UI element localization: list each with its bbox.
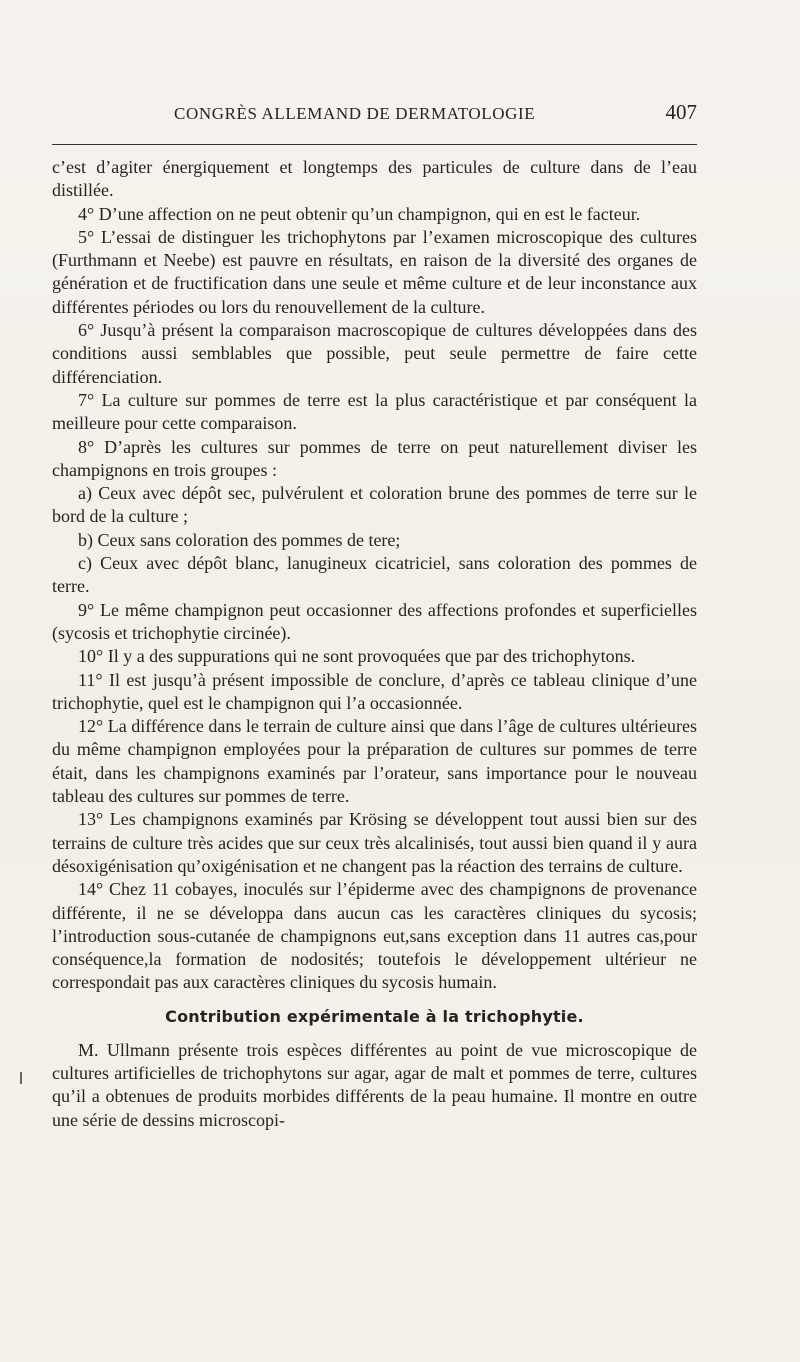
- page-header: [52, 100, 697, 130]
- paragraph-group-c: c) Ceux avec dépôt blanc, lanugineux cicatriciel, sans coloration des pommes de terre.: [52, 553, 697, 597]
- paragraph-item-7: 7° La culture sur pommes de terre est la plus caractéristique et par conséquent la meilleure pour cette comparaison.: [52, 389, 697, 434]
- paragraph-item-12: 12° La différence dans le terrain de culture ainsi que dans l’âge de cultures ultérieures du même champignon employées pour la préparation de cultures sur pommes de terre était, dans les champignons examinés par l’orateur, sans importance pour le nouveau tableau des cultures sur pommes de terre.: [52, 716, 697, 807]
- section-heading: Contribution expérimentale à la trichophytie.: [165, 1006, 584, 1026]
- paragraph-item-10: 10° Il y a des suppurations qui ne sont provoquées que par des trichophytons.: [78, 646, 636, 667]
- page-number: 407: [665, 100, 697, 124]
- paragraph: c’est d’agiter énergiquement et longtemps des particules de culture dans de l’eau distillée.: [52, 157, 697, 201]
- paragraph-group-a: a) Ceux avec dépôt sec, pulvérulent et coloration brune des pommes de terre sur le bord de la culture ;: [52, 483, 697, 527]
- closing-paragraph: M. Ullmann présente trois espèces différentes au point de vue microscopique de cultures artificielles de trichophytons sur agar, agar de malt et pommes de terre, cultures qu’il a obtenues de produits morbides différents de la peau humaine. Il montre en outre une série de dessins microscopi-: [52, 1039, 697, 1130]
- paragraph-item-8: 8° D’après les cultures sur pommes de terre on peut naturellement diviser les champignons en trois groupes :: [52, 436, 697, 480]
- running-title: CONGRÈS ALLEMAND DE DERMATOLOGIE: [174, 104, 536, 123]
- paragraph-item-5: 5° L’essai de distinguer les trichophytons par l’examen microscopique des cultures (Furthmann et Neebe) est pauvre en résultats, en raison de la diversité des organes de génération et de fructification dans une seule et même culture et de leur inconstance aux différentes périodes ou lors du renouvellement de la culture.: [52, 226, 697, 317]
- paragraph-item-11: 11° Il est jusqu’à présent impossible de conclure, d’après ce tableau clinique d’une trichophytie, quel est le champignon qui l’a occasionnée.: [52, 669, 697, 713]
- paragraph-item-9: 9° Le même champignon peut occasionner des affections profondes et superficielles (sycosis et trichophytie circinée).: [52, 599, 697, 643]
- paragraph-item-4: 4° D’une affection on ne peut obtenir qu’un champignon, qui en est le facteur.: [78, 203, 641, 224]
- paragraph-item-6: 6° Jusqu’à présent la comparaison macroscopique de cultures développées dans des conditions aussi semblables que possible, peut seule permettre de faire cette différenciation.: [52, 320, 697, 387]
- paragraph-item-13: 13° Les champignons examinés par Krösing se développent tout aussi bien sur des terrains de culture très acides que sur ceux très alcalinisés, tout aussi bien quand il y aura désoxigénisation qu’oxigénisation et ne changent pas la réaction des terrains de culture.: [52, 809, 697, 876]
- margin-mark: [20, 1072, 22, 1084]
- paragraph-item-14: 14° Chez 11 cobayes, inoculés sur l’épiderme avec des champignons de provenance différente, il ne se développa dans aucun cas les caractères cliniques du sycosis; l’introduction sous-cutanée de champignons eut,sans exception dans 11 autres cas,pour conséquence,la formation de nodosités; toutefois le développement ultérieur ne correspondait pas aux caractères cliniques du sycosis humain.: [52, 879, 697, 993]
- body-text: [52, 156, 697, 1132]
- paragraph-group-b: b) Ceux sans coloration des pommes de tere;: [78, 529, 401, 550]
- header-rule: [52, 144, 697, 145]
